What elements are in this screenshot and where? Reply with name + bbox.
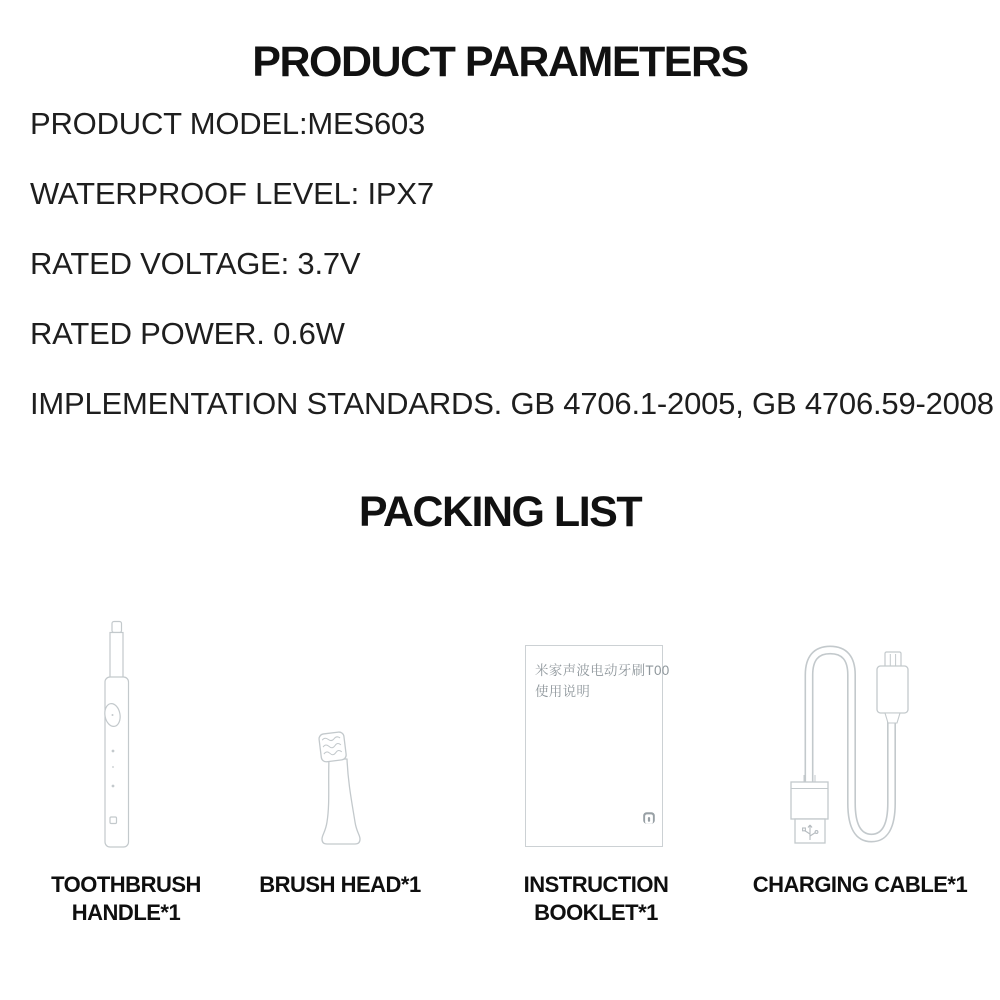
param-rated-power: RATED POWER. 0.6W	[30, 316, 345, 351]
brush-head-label: BRUSH HEAD*1	[259, 872, 421, 897]
usb-trident-icon	[803, 825, 818, 840]
packing-item-toothbrush-handle	[96, 618, 140, 850]
toothbrush-handle-label-line2: HANDLE*1	[71, 900, 181, 925]
param-waterproof-level: WATERPROOF LEVEL: IPX7	[30, 176, 434, 211]
param-implementation-standards: IMPLEMENTATION STANDARDS. GB 4706.1-2005, GB 4706.59-2008	[30, 386, 994, 421]
brush-head-illustration	[314, 728, 366, 850]
toothbrush-handle-label-line1: TOOTHBRUSH	[51, 872, 201, 897]
packing-item-brush-head	[314, 728, 366, 850]
packing-item-charging-cable	[785, 625, 970, 855]
instruction-booklet-label-line2: BOOKLET*1	[534, 900, 658, 925]
booklet-subtitle-text: 使用说明	[535, 684, 591, 699]
param-product-model: PRODUCT MODEL:MES603	[30, 106, 426, 141]
charging-cable-label: CHARGING CABLE*1	[752, 872, 968, 897]
packing-list-title: PACKING LIST	[358, 488, 642, 536]
product-parameters-title: PRODUCT PARAMETERS	[252, 38, 748, 86]
toothbrush-handle-illustration	[96, 618, 140, 850]
param-rated-voltage: RATED VOLTAGE: 3.7V	[30, 246, 361, 281]
mijia-logo	[642, 811, 656, 825]
packing-item-instruction-booklet	[525, 645, 670, 847]
charging-cable-illustration	[785, 625, 970, 855]
booklet-title-text: 米家声波电动牙刷T00	[535, 663, 670, 678]
instruction-booklet-label-line1: INSTRUCTION	[523, 872, 669, 897]
